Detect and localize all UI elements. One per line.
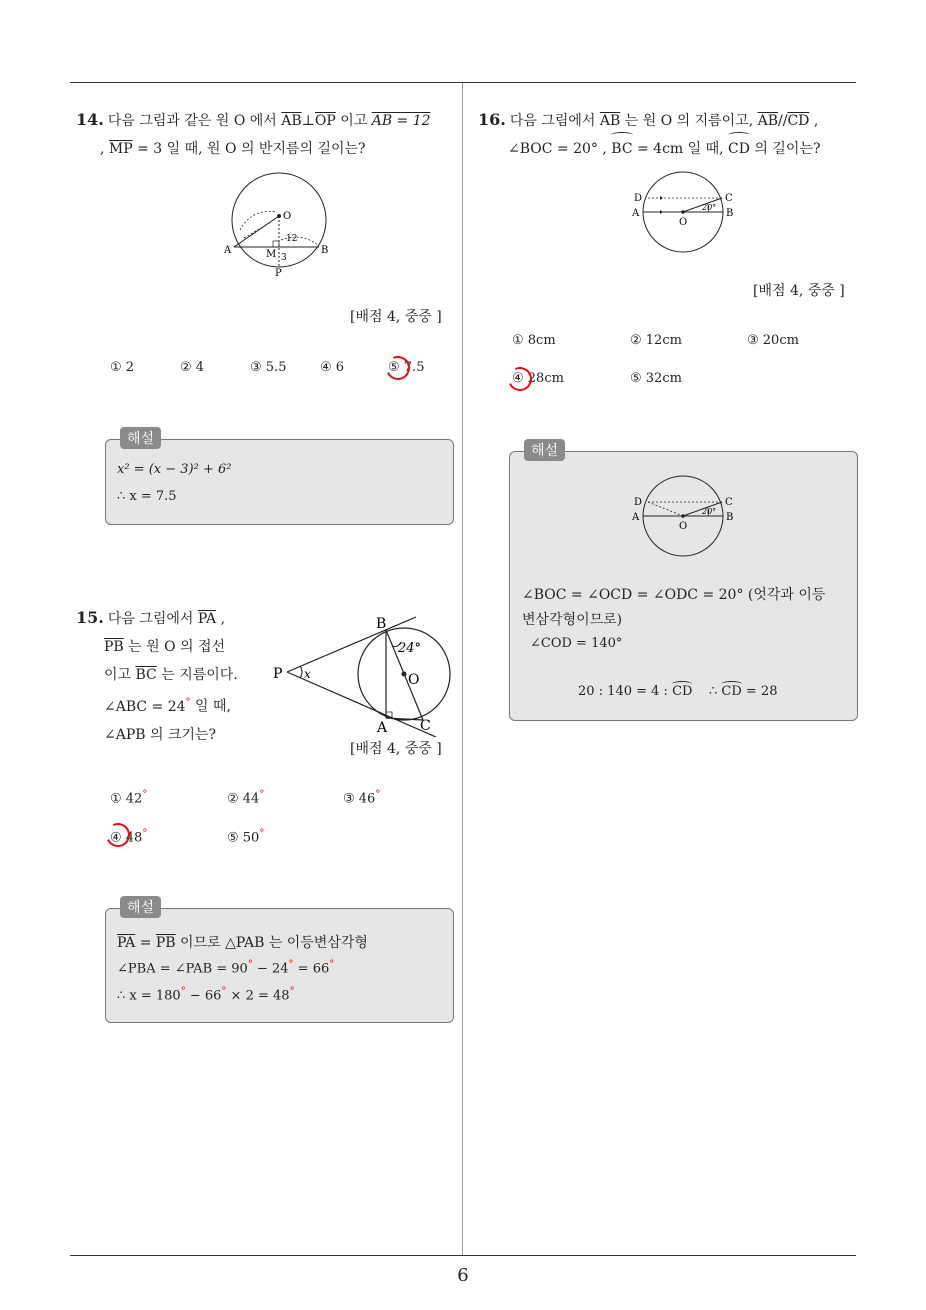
q16-option-5[interactable]: ⑤ 32cm xyxy=(630,371,682,386)
q15-option-3[interactable]: ③ 46° xyxy=(343,789,381,807)
q15-line-3a: 이고 xyxy=(104,667,136,683)
q16-sol-fig-d: D xyxy=(634,497,643,508)
q15-solution-line-2: ∠PBA = ∠PAB = 90° − 24° = 66° xyxy=(117,959,335,977)
q14-solution-line-2: ∴ x = 7.5 xyxy=(117,489,177,504)
q15-seg-pa: $\overline{PA}$ xyxy=(197,611,217,627)
q16-answer-mark xyxy=(505,364,536,395)
bottom-rule xyxy=(70,1255,856,1256)
q16-solution-line-1: ∠BOC = ∠OCD = ∠ODC = 20° (엇각과 이등 xyxy=(522,587,826,603)
q16-option-4[interactable]: ④ 28cm xyxy=(512,371,564,386)
column-divider xyxy=(462,83,463,1255)
q15-line-2: 는 원 O 의 접선 xyxy=(123,639,226,655)
q14-text-c: , xyxy=(100,141,109,157)
q15-option-1[interactable]: ① 42° xyxy=(110,789,148,807)
q15-number: 15. xyxy=(76,608,104,627)
q14-perp: ⊥ xyxy=(301,113,315,129)
q14-fig-12: 12 xyxy=(286,234,298,244)
q14-solution-tag: 해설 xyxy=(120,427,161,449)
q15-fig-angle: 24° xyxy=(398,641,422,656)
q16-option-1[interactable]: ① 8cm xyxy=(512,333,556,348)
q15-solution-line-3: ∴ x = 180° − 66° × 2 = 48° xyxy=(117,986,295,1004)
q15-line-4b: 일 때, xyxy=(190,698,231,715)
q16-arc-bc: BC xyxy=(611,135,632,163)
q14-number: 14. xyxy=(76,110,104,129)
q16-sol-fig-angle: 20° xyxy=(702,507,717,516)
q14-fig-b: B xyxy=(321,245,329,256)
q14-option-2[interactable]: ② 4 xyxy=(180,360,205,375)
q14-seg-mp: $\overline{MP}$ xyxy=(108,141,133,157)
q16-text-a: 다음 그림에서 xyxy=(509,113,600,129)
q15-fig-a: A xyxy=(377,720,388,736)
page-number: 6 xyxy=(457,1265,469,1286)
q15-solution-tag: 해설 xyxy=(120,896,161,918)
q14-answer-mark xyxy=(383,353,414,384)
q14-figure xyxy=(222,170,342,282)
q16-arc-cd: CD xyxy=(728,135,750,163)
q16-figure xyxy=(630,170,740,256)
q14-fig-3: 3 xyxy=(281,253,287,263)
q16-sol-fig-c: C xyxy=(725,497,733,508)
q16-solution-line-4: 20 : 140 = 4 : CD ∴ CD = 28 xyxy=(578,684,778,699)
q15-line-4: ∠ABC = 24 xyxy=(104,698,186,715)
q14-fig-o: O xyxy=(283,211,292,222)
q14-option-1[interactable]: ① 2 xyxy=(110,360,135,375)
q14-text: 다음 그림과 같은 원 O 에서 xyxy=(107,113,282,129)
q14-seg-op: $\overline{OP}$ xyxy=(314,113,336,129)
q15-seg-pb: $\overline{PB}$ xyxy=(104,639,124,655)
q15-score: [배점 4, 중중 ] xyxy=(350,741,442,757)
q15-option-5[interactable]: ⑤ 50° xyxy=(227,828,265,846)
top-rule xyxy=(70,82,856,83)
q15-fig-p: P xyxy=(273,666,283,682)
q16-solution-tag: 해설 xyxy=(524,439,565,461)
q16-option-2[interactable]: ② 12cm xyxy=(630,333,682,348)
q16-fig-d: D xyxy=(634,193,643,204)
q16-sol-fig-a: A xyxy=(632,512,640,523)
q14-solution-box xyxy=(105,439,454,525)
q14-fig-m: M xyxy=(266,249,277,260)
q16-question xyxy=(478,106,868,163)
q14-solution-line-1: x² = (x − 3)² + 6² xyxy=(117,462,232,477)
q14-seg-ab: $\overline{AB}$ xyxy=(281,113,302,129)
q15-answer-mark xyxy=(103,820,134,851)
q16-fig-b: B xyxy=(726,208,734,219)
q16-text-c: , xyxy=(809,113,819,129)
q16-solution-line-3: ∠COD = 140° xyxy=(530,636,623,651)
q15-seg-bc: $\overline{BC}$ xyxy=(135,667,157,683)
q16-solution-figure xyxy=(630,474,740,560)
q16-sol-fig-o: O xyxy=(679,521,688,532)
q14-text-d: = 3 일 때, 원 O 의 반지름의 길이는? xyxy=(132,141,366,157)
q15-fig-x: x xyxy=(304,667,311,681)
q14-option-3[interactable]: ③ 5.5 xyxy=(250,360,287,375)
q16-solution-line-2: 변삼각형이므로) xyxy=(522,612,623,628)
q15-question xyxy=(76,604,271,749)
q15-line-5: ∠APB 의 크기는? xyxy=(104,726,217,743)
q15-solution-line-1: $\overline{PA} = \overline{PB}$ 이므로 △PAB 는 이등변삼각형 xyxy=(117,935,368,951)
q15-line-1b: , xyxy=(216,611,226,627)
q14-question xyxy=(76,106,461,163)
q15-line-4-deg: ° xyxy=(185,697,191,708)
q16-seg-ab: $\overline{AB}$ xyxy=(599,113,621,129)
q16-seg-cd: $\overline{CD}$ xyxy=(787,113,810,129)
q16-score: [배점 4, 중중 ] xyxy=(753,283,845,299)
q14-ab-eq: AB = 12 xyxy=(371,113,431,129)
q16-option-3[interactable]: ③ 20cm xyxy=(747,333,799,348)
q16-line-2c: 의 길이는? xyxy=(749,141,821,157)
q15-fig-b: B xyxy=(376,616,387,632)
q14-option-5[interactable]: ⑤ 7.5 xyxy=(388,360,425,375)
q14-option-4[interactable]: ④ 6 xyxy=(320,360,345,375)
q16-text-b: 는 원 O 의 지름이고, xyxy=(620,113,758,129)
q16-line-2b: = 4cm 일 때, xyxy=(632,141,729,157)
q16-parallel: // xyxy=(778,113,788,129)
q14-fig-p: P xyxy=(275,268,282,279)
q15-line-1: 다음 그림에서 xyxy=(107,611,198,627)
q16-number: 16. xyxy=(478,110,506,129)
q15-figure xyxy=(270,612,460,737)
q16-fig-angle: 20° xyxy=(702,203,717,212)
q15-line-3b: 는 지름이다. xyxy=(156,667,238,683)
q15-fig-c: C xyxy=(420,718,431,734)
q16-fig-c: C xyxy=(725,193,733,204)
q16-fig-o: O xyxy=(679,217,688,228)
q16-seg-ab2: $\overline{AB}$ xyxy=(757,113,778,129)
q15-option-2[interactable]: ② 44° xyxy=(227,789,265,807)
q16-line-2a: ∠BOC = 20° , xyxy=(508,141,612,157)
q15-option-4[interactable]: ④ 48° xyxy=(110,828,148,846)
q14-score: [배점 4, 중중 ] xyxy=(350,309,442,325)
q14-fig-a: A xyxy=(224,245,232,256)
q15-fig-o: O xyxy=(408,672,420,688)
q14-text-b: 이고 xyxy=(335,113,372,129)
q16-sol-fig-b: B xyxy=(726,512,734,523)
q16-fig-a: A xyxy=(632,208,640,219)
